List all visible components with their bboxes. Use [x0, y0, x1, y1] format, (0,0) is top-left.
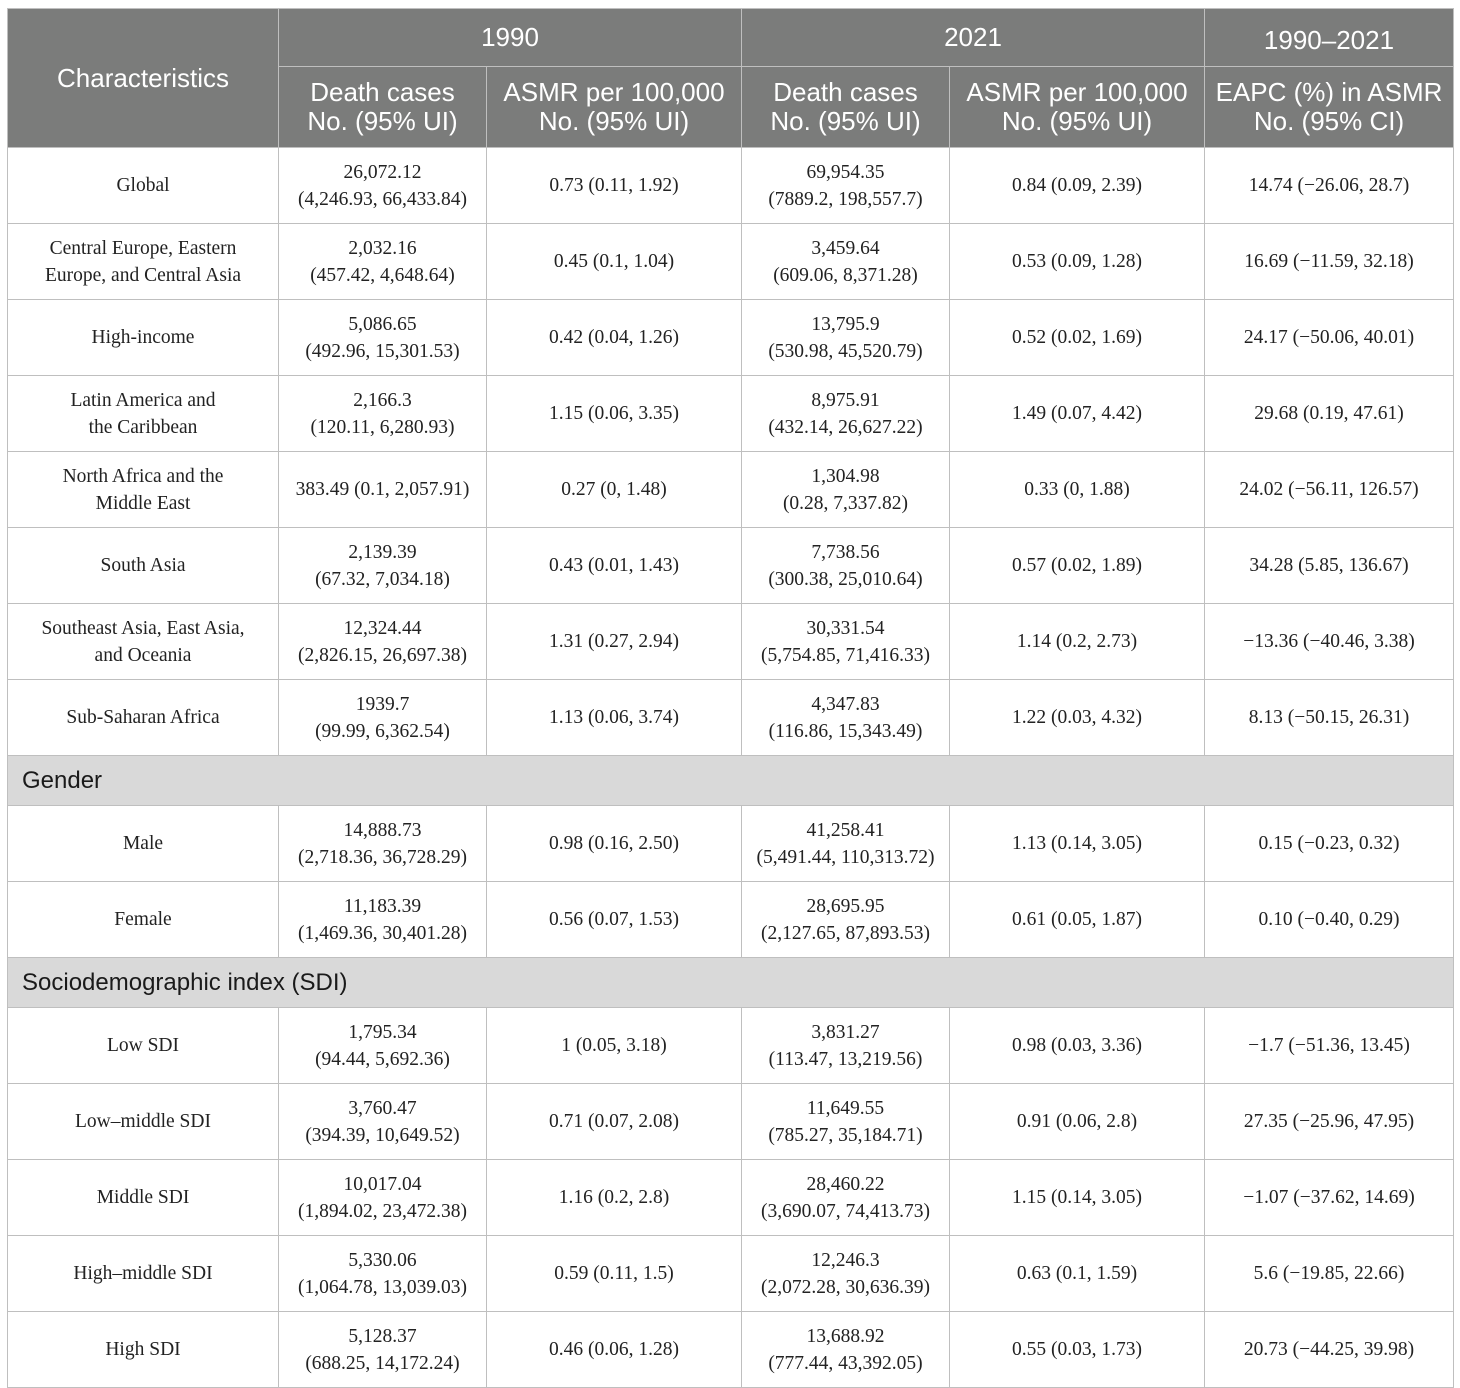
eapc-cell: 24.17 (−50.06, 40.01)	[1205, 300, 1454, 376]
asmr-2021-cell: 1.13 (0.14, 3.05)	[950, 806, 1205, 882]
section-row	[8, 958, 1454, 1008]
cell-line: (67.32, 7,034.18)	[315, 568, 450, 590]
asmr-2021-cell: 0.33 (0, 1.88)	[950, 452, 1205, 528]
cell-line: Low SDI	[106, 1035, 180, 1056]
death-cases-1990-cell	[279, 680, 487, 756]
cell-line: Low–middle SDI	[75, 1111, 211, 1132]
section-row	[8, 756, 1454, 806]
cell-line: 10,017.04	[343, 1173, 422, 1195]
eapc-header	[1205, 67, 1454, 148]
cell-line: 383.49 (0.1, 2,057.91)	[295, 479, 470, 500]
asmr-1990-cell: 0.73 (0.11, 1.92)	[487, 148, 742, 224]
row-label	[8, 882, 279, 958]
cell-line: 7,738.56	[811, 541, 880, 563]
death-cases-2021-header	[742, 67, 950, 148]
cell-line: (5,754.85, 71,416.33)	[761, 644, 930, 666]
cell-line: Latin America and	[70, 389, 216, 411]
table-row	[8, 376, 1454, 452]
cell-line: (4,246.93, 66,433.84)	[298, 188, 467, 210]
header-line: ASMR per 100,000	[966, 77, 1188, 107]
cell-line: (99.99, 6,362.54)	[315, 720, 450, 742]
death-cases-1990-cell	[279, 452, 487, 528]
death-cases-2021-cell	[742, 148, 950, 224]
cell-line: (7889.2, 198,557.7)	[768, 188, 923, 210]
cell-line: 13,688.92	[806, 1325, 885, 1347]
cell-line: 11,649.55	[806, 1097, 885, 1119]
death-cases-1990-cell	[279, 806, 487, 882]
row-label	[8, 604, 279, 680]
mortality-table	[7, 8, 1454, 1388]
table-row	[8, 148, 1454, 224]
eapc-cell: 29.68 (0.19, 47.61)	[1205, 376, 1454, 452]
row-label	[8, 528, 279, 604]
cell-line: (3,690.07, 74,413.73)	[761, 1200, 930, 1222]
cell-line: (113.47, 13,219.56)	[768, 1048, 923, 1070]
asmr-2021-cell: 1.15 (0.14, 3.05)	[950, 1160, 1205, 1236]
death-cases-1990-cell	[279, 528, 487, 604]
cell-line: (2,718.36, 36,728.29)	[298, 846, 467, 868]
cell-line: (116.86, 15,343.49)	[768, 720, 923, 742]
cell-line: 8,975.91	[811, 389, 880, 411]
death-cases-1990-cell	[279, 1312, 487, 1388]
table-header	[8, 9, 1454, 148]
eapc-cell: 24.02 (−56.11, 126.57)	[1205, 452, 1454, 528]
gender-section-header: Gender	[8, 756, 1454, 806]
cell-line: Southeast Asia, East Asia,	[41, 617, 245, 639]
cell-line: (1,894.02, 23,472.38)	[298, 1200, 467, 1222]
cell-line: 41,258.41	[806, 819, 885, 841]
row-label	[8, 376, 279, 452]
cell-line: the Caribbean	[88, 416, 198, 438]
cell-line: 5,086.65	[348, 313, 417, 335]
cell-line: 28,460.22	[806, 1173, 885, 1195]
asmr-1990-cell: 0.59 (0.11, 1.5)	[487, 1236, 742, 1312]
asmr-1990-cell: 0.56 (0.07, 1.53)	[487, 882, 742, 958]
change-period-header: 1990–2021	[1205, 9, 1454, 67]
cell-line: 2,166.3	[353, 389, 412, 411]
cell-line: South Asia	[100, 555, 186, 576]
death-cases-1990-cell	[279, 148, 487, 224]
cell-line: (2,826.15, 26,697.38)	[298, 644, 467, 666]
death-cases-2021-cell	[742, 1236, 950, 1312]
header-line: EAPC (%) in ASMR	[1215, 77, 1443, 107]
row-label	[8, 1236, 279, 1312]
eapc-cell: 20.73 (−44.25, 39.98)	[1205, 1312, 1454, 1388]
eapc-cell: −13.36 (−40.46, 3.38)	[1205, 604, 1454, 680]
death-cases-2021-cell	[742, 680, 950, 756]
death-cases-1990-cell	[279, 224, 487, 300]
cell-line: Europe, and Central Asia	[44, 264, 242, 286]
cell-line: (5,491.44, 110,313.72)	[756, 846, 935, 868]
cell-line: 1,304.98	[811, 465, 880, 487]
table-row	[8, 1312, 1454, 1388]
asmr-1990-cell: 0.71 (0.07, 2.08)	[487, 1084, 742, 1160]
asmr-2021-header	[950, 67, 1205, 148]
asmr-1990-cell: 0.42 (0.04, 1.26)	[487, 300, 742, 376]
cell-line: 4,347.83	[811, 693, 880, 715]
death-cases-2021-cell	[742, 224, 950, 300]
death-cases-1990-cell	[279, 604, 487, 680]
eapc-cell: 34.28 (5.85, 136.67)	[1205, 528, 1454, 604]
asmr-1990-header	[487, 67, 742, 148]
cell-line: (1,469.36, 30,401.28)	[298, 922, 467, 944]
row-label	[8, 300, 279, 376]
sdi-section-header: Sociodemographic index (SDI)	[8, 958, 1454, 1008]
death-cases-1990-header	[279, 67, 487, 148]
eapc-cell: 16.69 (−11.59, 32.18)	[1205, 224, 1454, 300]
death-cases-2021-cell	[742, 1312, 950, 1388]
death-cases-1990-cell	[279, 1084, 487, 1160]
cell-line: (2,072.28, 30,636.39)	[761, 1276, 930, 1298]
row-label	[8, 1084, 279, 1160]
asmr-1990-cell: 1.16 (0.2, 2.8)	[487, 1160, 742, 1236]
cell-line: High SDI	[105, 1339, 181, 1360]
asmr-2021-cell: 1.22 (0.03, 4.32)	[950, 680, 1205, 756]
death-cases-2021-cell	[742, 376, 950, 452]
eapc-cell: 8.13 (−50.15, 26.31)	[1205, 680, 1454, 756]
cell-line: Global	[116, 175, 170, 196]
cell-line: (785.27, 35,184.71)	[768, 1124, 923, 1146]
asmr-1990-cell: 1.15 (0.06, 3.35)	[487, 376, 742, 452]
row-label	[8, 680, 279, 756]
death-cases-1990-cell	[279, 376, 487, 452]
row-label	[8, 1008, 279, 1084]
cell-line: High-income	[91, 327, 195, 348]
asmr-2021-cell: 1.49 (0.07, 4.42)	[950, 376, 1205, 452]
table-row	[8, 452, 1454, 528]
asmr-1990-cell: 0.46 (0.06, 1.28)	[487, 1312, 742, 1388]
eapc-cell: 27.35 (−25.96, 47.95)	[1205, 1084, 1454, 1160]
header-line: No. (95% UI)	[770, 106, 921, 136]
table-body	[8, 148, 1454, 1388]
eapc-cell: −1.7 (−51.36, 13.45)	[1205, 1008, 1454, 1084]
cell-line: 2,032.16	[348, 237, 417, 259]
header-line: No. (95% UI)	[1001, 106, 1153, 136]
asmr-1990-cell: 0.45 (0.1, 1.04)	[487, 224, 742, 300]
cell-line: 14,888.73	[343, 819, 422, 841]
cell-line: 26,072.12	[343, 161, 422, 183]
table-row	[8, 882, 1454, 958]
asmr-2021-cell: 0.53 (0.09, 1.28)	[950, 224, 1205, 300]
cell-line: (530.98, 45,520.79)	[768, 340, 923, 362]
cell-line: (0.28, 7,337.82)	[782, 492, 909, 514]
asmr-2021-cell: 0.84 (0.09, 2.39)	[950, 148, 1205, 224]
asmr-2021-cell: 0.55 (0.03, 1.73)	[950, 1312, 1205, 1388]
table-row	[8, 1236, 1454, 1312]
cell-line: 2,139.39	[348, 541, 417, 563]
cell-line: 28,695.95	[806, 895, 885, 917]
year-1990-header: 1990	[279, 9, 742, 67]
table-row	[8, 1160, 1454, 1236]
cell-line: Female	[114, 909, 172, 930]
cell-line: 69,954.35	[806, 161, 885, 183]
cell-line: Middle East	[95, 492, 191, 514]
death-cases-2021-cell	[742, 1008, 950, 1084]
cell-line: (777.44, 43,392.05)	[768, 1352, 923, 1374]
cell-line: 3,459.64	[811, 237, 880, 259]
table-row	[8, 1084, 1454, 1160]
eapc-cell: 14.74 (−26.06, 28.7)	[1205, 148, 1454, 224]
cell-line: (688.25, 14,172.24)	[305, 1352, 460, 1374]
death-cases-2021-cell	[742, 806, 950, 882]
cell-line: High–middle SDI	[73, 1263, 213, 1284]
death-cases-2021-cell	[742, 528, 950, 604]
death-cases-1990-cell	[279, 1160, 487, 1236]
cell-line: (432.14, 26,627.22)	[768, 416, 923, 438]
asmr-1990-cell: 0.27 (0, 1.48)	[487, 452, 742, 528]
cell-line: 12,324.44	[343, 617, 422, 639]
cell-line: 30,331.54	[806, 617, 885, 639]
asmr-2021-cell: 0.98 (0.03, 3.36)	[950, 1008, 1205, 1084]
header-line: ASMR per 100,000	[503, 77, 725, 107]
cell-line: 13,795.9	[811, 313, 880, 335]
asmr-2021-cell: 0.63 (0.1, 1.59)	[950, 1236, 1205, 1312]
cell-line: (94.44, 5,692.36)	[315, 1048, 450, 1070]
cell-line: 3,760.47	[348, 1097, 417, 1119]
death-cases-2021-cell	[742, 604, 950, 680]
table-row	[8, 300, 1454, 376]
characteristics-header: Characteristics	[8, 9, 279, 148]
death-cases-2021-cell	[742, 882, 950, 958]
cell-line: (492.96, 15,301.53)	[305, 340, 460, 362]
death-cases-1990-cell	[279, 1236, 487, 1312]
table-row	[8, 528, 1454, 604]
cell-line: (394.39, 10,649.52)	[305, 1124, 460, 1146]
table-row	[8, 680, 1454, 756]
cell-line: (300.38, 25,010.64)	[768, 568, 923, 590]
cell-line: (2,127.65, 87,893.53)	[761, 922, 930, 944]
cell-line: 1,795.34	[348, 1021, 417, 1043]
death-cases-2021-cell	[742, 300, 950, 376]
eapc-cell: 0.10 (−0.40, 0.29)	[1205, 882, 1454, 958]
asmr-2021-cell: 0.61 (0.05, 1.87)	[950, 882, 1205, 958]
asmr-1990-cell: 1 (0.05, 3.18)	[487, 1008, 742, 1084]
asmr-2021-cell: 0.91 (0.06, 2.8)	[950, 1084, 1205, 1160]
header-line: No. (95% UI)	[538, 106, 690, 136]
row-label	[8, 224, 279, 300]
row-label	[8, 1160, 279, 1236]
cell-line: (609.06, 8,371.28)	[773, 264, 918, 286]
cell-line: Middle SDI	[96, 1187, 190, 1208]
header-line: No. (95% UI)	[307, 106, 458, 136]
cell-line: 1939.7	[355, 693, 410, 715]
asmr-1990-cell: 0.98 (0.16, 2.50)	[487, 806, 742, 882]
death-cases-1990-cell	[279, 1008, 487, 1084]
death-cases-2021-cell	[742, 1084, 950, 1160]
eapc-cell: −1.07 (−37.62, 14.69)	[1205, 1160, 1454, 1236]
cell-line: 12,246.3	[811, 1249, 880, 1271]
death-cases-2021-cell	[742, 452, 950, 528]
asmr-1990-cell: 1.13 (0.06, 3.74)	[487, 680, 742, 756]
year-2021-header: 2021	[742, 9, 1205, 67]
row-label	[8, 452, 279, 528]
cell-line: (120.11, 6,280.93)	[310, 416, 455, 438]
cell-line: (1,064.78, 13,039.03)	[298, 1276, 467, 1298]
asmr-1990-cell: 0.43 (0.01, 1.43)	[487, 528, 742, 604]
cell-line: 5,330.06	[348, 1249, 417, 1271]
cell-line: 3,831.27	[811, 1021, 880, 1043]
header-line: No. (95% CI)	[1253, 106, 1405, 136]
table-row	[8, 604, 1454, 680]
death-cases-2021-cell	[742, 1160, 950, 1236]
table-row	[8, 806, 1454, 882]
row-label	[8, 1312, 279, 1388]
asmr-1990-cell: 1.31 (0.27, 2.94)	[487, 604, 742, 680]
asmr-2021-cell: 0.57 (0.02, 1.89)	[950, 528, 1205, 604]
header-line: Death cases	[310, 77, 455, 107]
asmr-2021-cell: 1.14 (0.2, 2.73)	[950, 604, 1205, 680]
row-label	[8, 806, 279, 882]
cell-line: North Africa and the	[62, 465, 224, 487]
table-row	[8, 1008, 1454, 1084]
cell-line: Male	[122, 833, 164, 854]
cell-line: and Oceania	[94, 644, 192, 666]
eapc-cell: 5.6 (−19.85, 22.66)	[1205, 1236, 1454, 1312]
cell-line: Central Europe, Eastern	[49, 237, 237, 259]
row-label	[8, 148, 279, 224]
cell-line: 11,183.39	[343, 895, 422, 917]
header-line: Death cases	[773, 77, 918, 107]
table-row	[8, 224, 1454, 300]
eapc-cell: 0.15 (−0.23, 0.32)	[1205, 806, 1454, 882]
death-cases-1990-cell	[279, 300, 487, 376]
cell-line: 5,128.37	[348, 1325, 417, 1347]
death-cases-1990-cell	[279, 882, 487, 958]
cell-line: (457.42, 4,648.64)	[310, 264, 455, 286]
asmr-2021-cell: 0.52 (0.02, 1.69)	[950, 300, 1205, 376]
cell-line: Sub-Saharan Africa	[66, 707, 220, 728]
